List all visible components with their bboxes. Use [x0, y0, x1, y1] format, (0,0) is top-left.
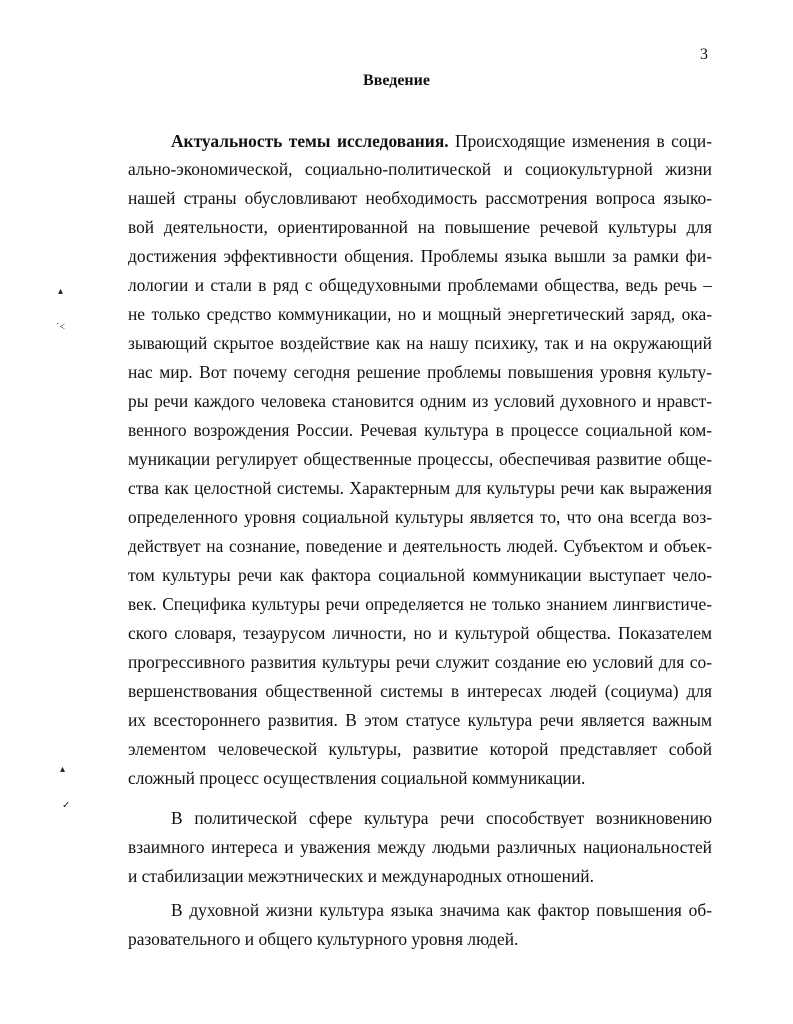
paragraph-line: сложный процесс осуществления социальной коммуникации. [128, 768, 586, 788]
paragraph-line: достижения эффективности общения. Проблемы языка вышли за рамки фи- [128, 246, 712, 266]
section-title: Введение [363, 72, 430, 89]
scan-speck-icon: ✓ [62, 800, 71, 811]
paragraph-line: взаимного интереса и уважения между людьми различных национальностей [128, 837, 712, 857]
scan-speck-icon: ˙˂ [56, 322, 65, 333]
paragraph-line: определенного уровня социальной культуры является то, что она всегда воз- [128, 507, 712, 527]
paragraph-line: ры речи каждого человека становится одним из условий духовного и нравст- [128, 391, 712, 411]
paragraph-line: действует на сознание, поведение и деятельность людей. Субъектом и объек- [128, 536, 712, 556]
paragraph-line: и стабилизации межэтнических и международных отношений. [128, 866, 594, 886]
paragraph-line: их всестороннего развития. В этом статусе культура речи является важным [128, 710, 712, 730]
paragraph-line: венного возрождения России. Речевая культура в процессе социальной ком- [128, 420, 712, 440]
paragraph-line: разовательного и общего культурного уровня людей. [128, 929, 519, 949]
paragraph-line: ского словаря, тезаурусом личности, но и культурой общества. Показателем [128, 623, 712, 643]
paragraph-line: вершенствования общественной системы в интересах людей (социума) для [128, 681, 712, 701]
paragraph-line: В политической сфере культура речи способствует возникновению [171, 808, 712, 828]
lead-heading: Актуальность темы исследования. [171, 131, 449, 151]
paragraph-line: лологии и стали в ряд с общедуховными проблемами общества, ведь речь – [128, 275, 712, 295]
scan-speck-icon: ▴ [58, 286, 64, 297]
page-number: 3 [700, 46, 708, 63]
paragraph-line: век. Специфика культуры речи определяется не только знанием лингвистиче- [128, 594, 712, 614]
paragraph-line: не только средство коммуникации, но и мощный энергетический заряд, ока- [128, 304, 712, 324]
paragraph-line: ства как целостной системы. Характерным для культуры речи как выражения [128, 478, 712, 498]
paragraph-line: прогрессивного развития культуры речи служит создание ею условий для со- [128, 652, 712, 672]
paragraph-line: нас мир. Вот почему сегодня решение проблемы повышения уровня культу- [128, 362, 712, 382]
paragraph-line: том культуры речи как фактора социальной коммуникации выступает чело- [128, 565, 712, 585]
paragraph-line: зывающий скрытое воздействие как на нашу психику, так и на окружающий [128, 333, 712, 353]
paragraph-line: элементом человеческой культуры, развитие которой представляет собой [128, 739, 712, 759]
paragraph-line: В духовной жизни культура языка значима как фактор повышения об- [171, 900, 712, 920]
paragraph-line: муникации регулирует общественные процессы, обеспечивая развитие обще- [128, 449, 712, 469]
paragraph-line: ально-экономической, социально-политической и социокультурной жизни [128, 159, 712, 179]
paragraph-line: вой деятельности, ориентированной на повышение речевой культуры для [128, 217, 712, 237]
scan-speck-icon: ▴ [60, 764, 66, 775]
paragraph-line: Актуальность темы исследования. Происходящие изменения в соци- [171, 131, 713, 151]
paragraph-line: нашей страны обусловливают необходимость рассмотрения вопроса языко- [128, 188, 712, 208]
